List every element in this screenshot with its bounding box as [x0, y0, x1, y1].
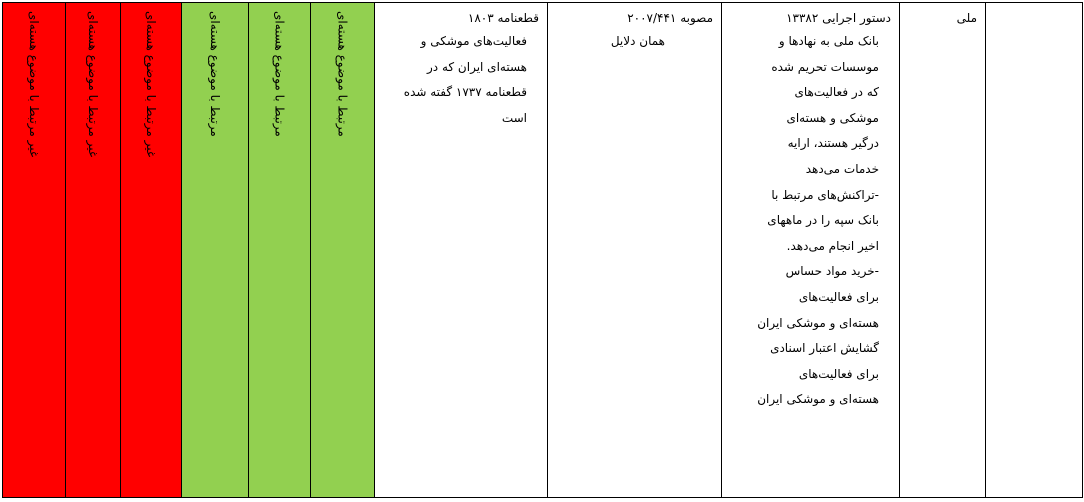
executive-order-heading: دستور اجرایی ۱۳۳۸۲ — [786, 11, 891, 25]
resolution-2007-line: همان دلایل — [610, 34, 665, 48]
green-cell-1 — [182, 3, 249, 498]
executive-order-cell — [722, 3, 900, 498]
national-cell — [900, 3, 986, 498]
resolution-1803-line: قطعنامه ۱۷۳۷ گفته شده — [403, 85, 527, 100]
data-table — [2, 2, 1083, 498]
executive-order-line: -خرید مواد حساس — [785, 264, 879, 279]
executive-order-line: بانک ملی به نهادها و — [778, 34, 879, 48]
green-label: مرتبط با موضوع هسته‌ای — [208, 11, 222, 137]
red-cell-3 — [121, 3, 182, 498]
resolution-1803-line: فعالیت‌های موشکی و — [420, 34, 527, 48]
executive-order-line: که در فعالیت‌های — [794, 85, 879, 100]
executive-order-line: هسته‌ای و موشکی ایران — [757, 315, 879, 330]
executive-order-line: اخیر انجام می‌دهد. — [786, 238, 879, 253]
red-cell-1 — [3, 3, 66, 498]
executive-order-line: برای فعالیت‌های — [798, 366, 879, 381]
green-label: مرتبط با موضوع هسته‌ای — [272, 11, 287, 137]
red-cell-2 — [66, 3, 121, 498]
resolution-1803-line: هسته‌ای ایران که در — [427, 59, 527, 74]
executive-order-line: -تراکنش‌های مرتبط با — [771, 187, 879, 202]
national-label: ملی — [956, 11, 977, 25]
empty-cell — [986, 3, 1083, 498]
executive-order-line: برای فعالیت‌های — [798, 289, 879, 304]
resolution-1803-heading: قطعنامه ۱۸۰۳ — [467, 11, 539, 25]
resolution-2007-heading: مصوبه ۲۰۰۷/۴۴۱ — [627, 11, 713, 25]
executive-order-line: بانک سپه را در ماههای — [767, 213, 879, 228]
resolution-2007-cell — [548, 3, 722, 498]
executive-order-line: موسسات تحریم شده — [771, 59, 879, 74]
resolution-1803-cell — [375, 3, 548, 498]
table-row — [3, 3, 1083, 498]
executive-order-line: درگیر هستند، ارایه — [787, 136, 879, 151]
red-label: غیر مرتبط با موضوع هسته‌ای — [27, 11, 41, 158]
green-cell-3 — [311, 3, 375, 498]
executive-order-line: خدمات می‌دهد — [805, 161, 879, 176]
green-label: مرتبط با موضوع هسته‌ای — [335, 11, 350, 137]
resolution-1803-line: است — [501, 110, 527, 125]
red-label: غیر مرتبط با موضوع هسته‌ای — [144, 11, 158, 158]
executive-order-line: گشایش اعتبار اسنادی — [770, 341, 879, 356]
executive-order-line: موشکی و هسته‌ای — [786, 110, 879, 125]
red-label: غیر مرتبط با موضوع هسته‌ای — [86, 11, 100, 158]
green-cell-2 — [249, 3, 311, 498]
executive-order-line: هسته‌ای و موشکی ایران — [757, 392, 879, 407]
